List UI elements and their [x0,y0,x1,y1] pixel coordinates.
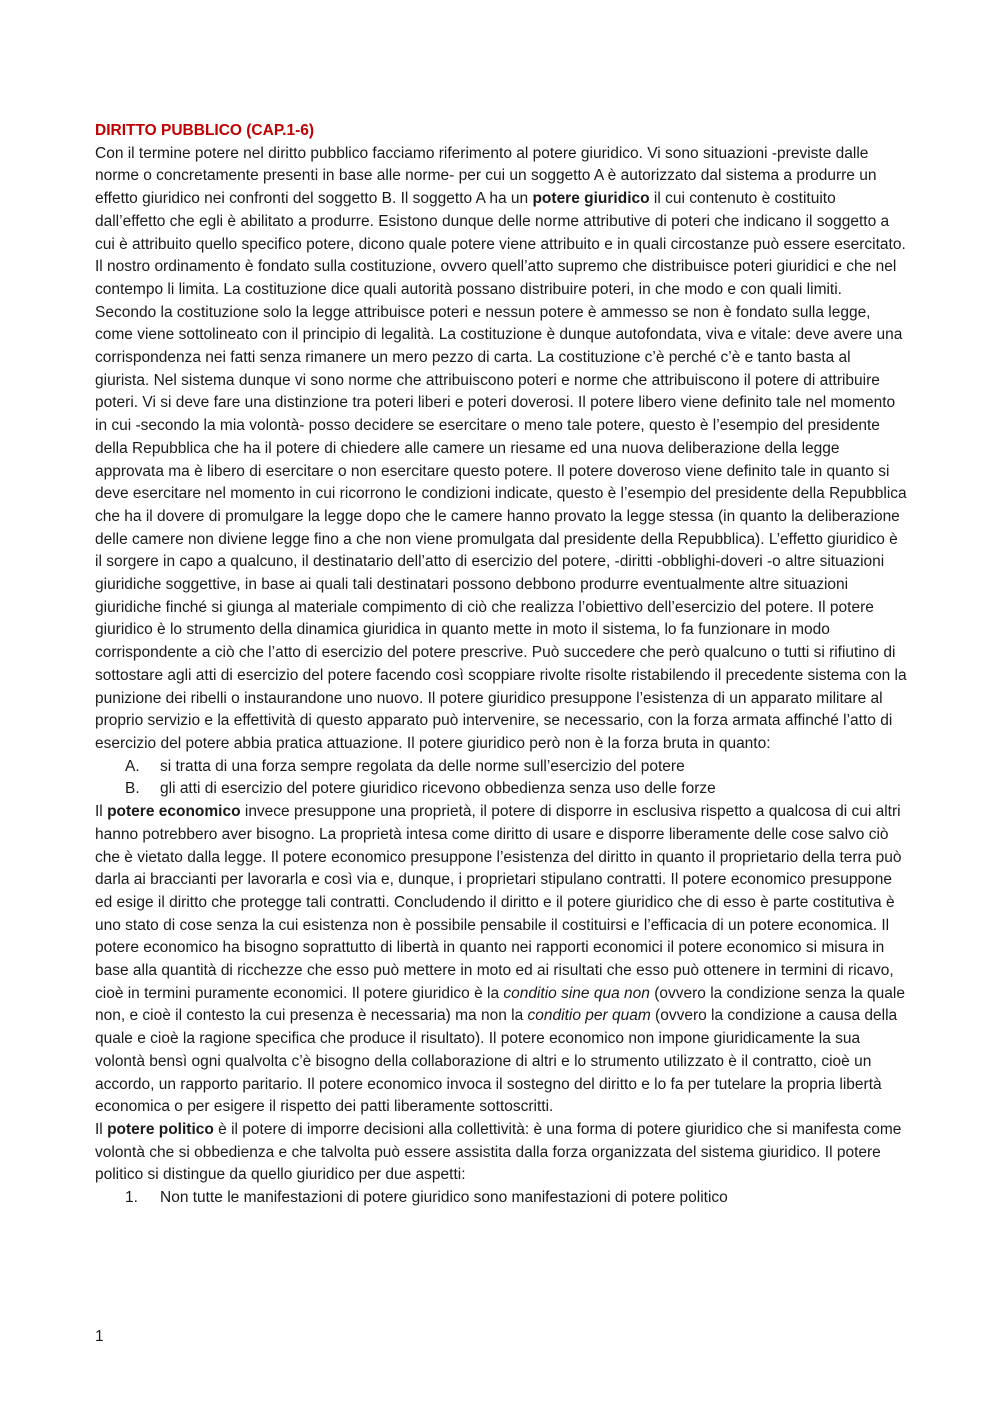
text-span: Il [95,803,108,821]
list-item-text: Non tutte le manifestazioni di potere giuridico sono manifestazioni di potere politico [160,1189,728,1207]
list-marker: B. [125,780,140,798]
paragraph-potere-giuridico [95,143,907,756]
list-item [95,756,907,779]
list-item-text: si tratta di una forza sempre regolata da delle norme sull’esercizio del potere [160,757,685,775]
bold-term: potere politico [107,1120,214,1138]
bold-term: potere giuridico [532,190,650,208]
paragraph-potere-economico [95,801,907,1119]
page-number: 1 [95,1328,104,1345]
list-item-text: gli atti di esercizio del potere giuridico ricevono obbedienza senza uso delle forze [160,780,716,798]
document-body [95,120,907,1210]
italic-term: conditio sine qua non [503,984,650,1002]
document-title: DIRITTO PUBBLICO (CAP.1-6) [95,122,315,139]
numbered-list [95,1187,907,1210]
bold-term: potere economico [107,803,241,821]
list-item [95,1187,907,1210]
text-span: (ovvero la condizione a causa della quale e cioè la ragione specifica che produce il risultato). Il potere economico non impone giuridicamente la sua volontà bensì ogni qualvolta c’è bisogno della collaborazione di altri e lo strumento utilizzato è il contratto, cioè un accordo, un rapporto paritario. Il potere economico invoca il sostegno del diritto e lo fa per tutelare la propria libertà economica o per esigere il rispetto dei patti liberamente sottoscritti. [95,1007,898,1116]
text-span: il cui contenuto è costituito dall’effetto che egli è abilitato a produrre. Esistono dunque delle norme attributive di poteri che indicano il soggetto a cui è attribuito quello specifico potere, dicono quale potere viene attribuito e in quali circostanze può essere esercitato. Il nostro ordinamento è fondato sulla costituzione, ovvero quell’atto supremo che distribuisce poteri giuridici e che nel contempo li limita. La costituzione dice quali autorità possano distribuire poteri, in che modo e con quali limiti. Secondo la costituzione solo la legge attribuisce poteri e nessun potere è ammesso se non è fondato sulla legge, come viene sottolineato con il principio di legalità. La costituzione è dunque autofondata, viva e vitale: deve avere una corrispondenza nei fatti senza rimanere un mero pezzo di carta. La costituzione c’è perché c’è e tanto basta al giurista. Nel sistema dunque vi sono norme che attribuiscono poteri e norme che attribuiscono il potere di attribuire poteri. Vi si deve fare una distinzione tra poteri liberi e poteri doverosi. Il potere libero viene definito tale nel momento in cui -secondo la mia volontà- posso decidere se esercitare o meno tale potere, questo è l’esempio del presidente della Repubblica che ha il potere di chiedere alle camere un riesame ed una nuova deliberazione della legge approvata ma è libero di esercitare o non esercitare questo potere. Il potere doveroso viene definito tale in quanto si deve esercitare nel momento in cui ricorrono le condizioni indicate, questo è l’esempio del presidente della Repubblica che ha il dovere di promulgare la legge dopo che le camere hanno provato la legge stessa (in quanto la deliberazione delle camere non diviene legge fino a che non viene promulgata dal presidente della Repubblica). L’effetto giuridico è il sorgere in capo a qualcuno, il destinatario dell’atto di esercizio del potere, -diritti -obblighi-doveri -o altre situazioni giuridiche soggettive, in base ai quali tali destinatari possono debbono produrre eventualmente altre situazioni giuridiche finché si giunga al materiale compimento di ciò che realizza l’obiettivo dell’esercizio del potere. Il potere giuridico è lo strumento della dinamica giuridica in quanto mette in moto il sistema, lo fa funzionare in modo corrispondente a ciò che l’atto di esercizio del potere prescrive. Può succedere che però qualcuno o tutti si rifiutino di sottostare agli atti di esercizio del potere facendo così scoppiare rivolte risolte ristabilendo il precedente sistema con la punizione dei ribelli o instaurandone uno nuovo. Il potere giuridico presuppone l’esistenza di un apparato militare al proprio servizio e la effettività di questo apparato può intervenire, se necessario, con la forza armata affinché l’atto di esercizio del potere abbia pratica attuazione. Il potere giuridico però non è la forza bruta in quanto: [95,190,907,752]
paragraph-potere-politico [95,1119,907,1187]
list-marker: A. [125,757,140,775]
text-span: (ovvero la condizione senza la quale non, e cioè il contesto la cui presenza è necessaria) ma non la [95,984,905,1025]
text-span: invece presuppone una proprietà, il potere di disporre in esclusiva rispetto a qualcosa di cui altri hanno potrebbero aver bisogno. La proprietà intesa come diritto di usare e disporre liberamente delle cose salvo ciò che è vietato dalla legge. Il potere economico presuppone l’esistenza del diritto in quanto il proprietario della terra può darla ai braccianti per lavorarla e così via e, dunque, i proprietari stipulano contratti. Il potere economico presuppone ed esige il diritto che protegge tali contratti. Concludendo il diritto e il potere giuridico che di esso è parte costitutiva è uno stato di cose senza la cui esistenza non è possibile pensabile il costituirsi e l’efficacia di un potere economica. Il potere economico ha bisogno soprattutto di libertà in quanto nei rapporti economici il potere economico si misura in base alla quantità di ricchezze che esso può mettere in moto ed ai risultati che esso può ottenere in termini di ricavo, cioè in termini puramente economici. Il potere giuridico è la [95,803,902,1002]
text-span: Con il termine potere nel diritto pubblico facciamo riferimento al potere giuridico. Vi sono situazioni -previste dalle norme o concretamente presenti in base alle norme- per cui un soggetto A è autorizzato dal sistema a produrre un effetto giuridico nei confronti del soggetto B. Il soggetto A ha un [95,144,877,208]
text-span: è il potere di imporre decisioni alla collettività: è una forma di potere giuridico che si manifesta come volontà che si obbedienza e che talvolta può essere assistita dalla forza organizzata del sistema giuridico. Il potere politico si distingue da quello giuridico per due aspetti: [95,1120,902,1184]
alpha-list [95,756,907,801]
list-item [95,778,907,801]
list-marker: 1. [125,1189,138,1207]
italic-term: conditio per quam [527,1007,651,1025]
text-span: Il [95,1120,108,1138]
